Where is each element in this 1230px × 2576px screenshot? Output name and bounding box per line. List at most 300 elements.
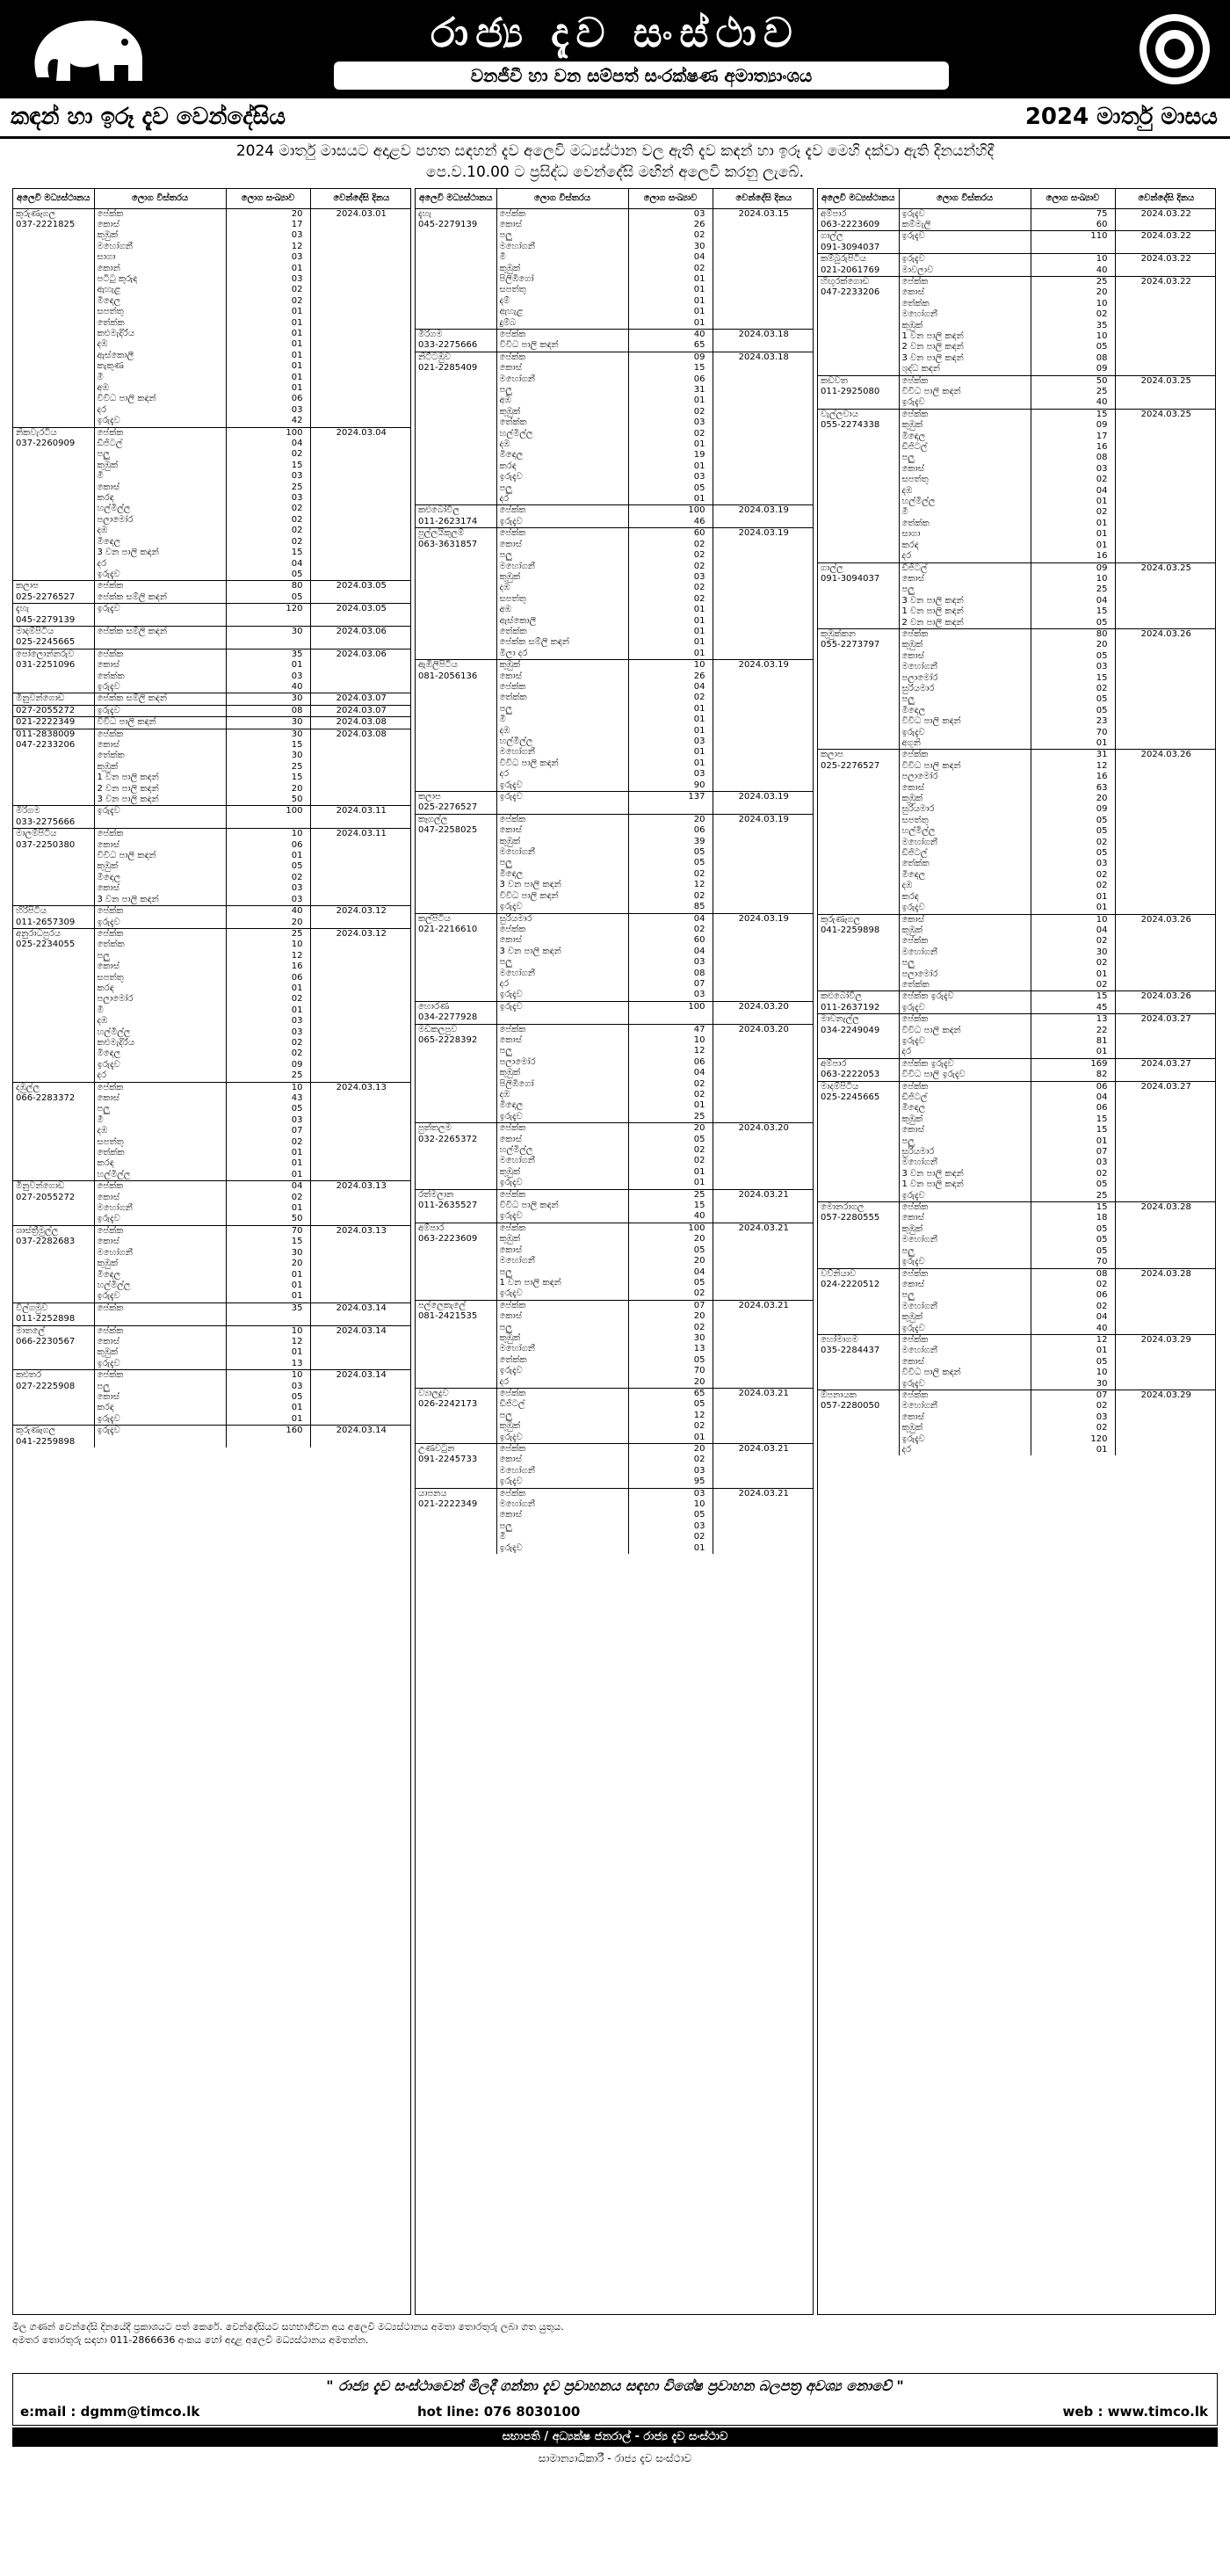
table-row (13, 592, 411, 604)
cell-count: 01 (226, 1203, 310, 1214)
header-office: අලෙවි මධ්‍යස්ථානය (416, 189, 496, 208)
cell-date (1115, 673, 1216, 684)
intro-line-2: පෙ.ව.10.00 ට ප්‍රසිද්ධ වෙන්දේසි මඟින් අලෙවි කරනු ලැබේ. (426, 163, 804, 181)
cell-office (416, 715, 496, 725)
cell-office (13, 405, 94, 416)
cell-date (713, 1068, 814, 1078)
cell-office: කළුබෝවිල (416, 505, 496, 517)
cell-item: පලු (899, 1246, 1031, 1257)
table-row (416, 274, 814, 285)
cell-date: 2024.03.22 (1115, 231, 1216, 243)
cell-date (713, 1477, 814, 1488)
table-row (416, 374, 814, 385)
cell-date (310, 961, 411, 972)
cell-date (310, 751, 411, 761)
cell-count: 02 (1031, 881, 1115, 891)
table-row (416, 969, 814, 979)
cell-office: 026-2242173 (416, 1399, 496, 1410)
table-row (416, 1466, 814, 1477)
contact-website[interactable]: web : www.timco.lk (1062, 2404, 1208, 2420)
cell-count: 15 (226, 548, 310, 558)
table-row (13, 895, 411, 906)
cell-office (818, 1036, 899, 1047)
table-row (13, 548, 411, 558)
cell-count: 05 (226, 1104, 310, 1114)
cell-item: සපත්තු (496, 285, 628, 295)
table-row (13, 928, 411, 940)
table-row (818, 662, 1216, 672)
cell-count: 03 (628, 472, 713, 483)
cell-item: කුඹුක් (899, 640, 1031, 650)
cell-office (818, 1147, 899, 1157)
cell-item: විවිධ පාලි කඳන් (899, 1026, 1031, 1036)
table-row (416, 1399, 814, 1410)
cell-item: ඉරුදැව (496, 792, 628, 803)
cell-office (13, 1259, 94, 1269)
cell-item: හල්මිල්ල (496, 737, 628, 747)
table-row (13, 637, 411, 649)
cell-office (416, 1421, 496, 1432)
cell-office (13, 548, 94, 558)
cell-office (416, 1256, 496, 1266)
cell-office (13, 983, 94, 994)
cell-item: මහෝගනී (496, 969, 628, 979)
cell-office (416, 483, 496, 494)
cell-date (310, 416, 411, 427)
cell-count: 02 (1031, 1302, 1115, 1312)
cell-count: 01 (628, 704, 713, 715)
auction-column-1 (12, 188, 411, 2315)
cell-date (713, 220, 814, 230)
table-row (818, 1368, 1216, 1378)
table-row (416, 605, 814, 615)
cell-item: පලාමෝර (94, 515, 226, 526)
table-row (13, 1291, 411, 1303)
cell-date: 2024.03.29 (1115, 1390, 1216, 1401)
cell-office: කුරුණෑගල (13, 208, 94, 220)
cell-count: 25 (628, 1189, 713, 1201)
cell-date (1115, 243, 1216, 254)
table-row (416, 825, 814, 836)
cell-item: ඉරුදැව (94, 1359, 226, 1370)
cell-office (818, 397, 899, 409)
cell-date: 2024.03.26 (1115, 750, 1216, 761)
cell-date: 2024.03.21 (713, 1444, 814, 1455)
table-row (13, 1281, 411, 1291)
table-row (416, 1211, 814, 1223)
cell-count: 01 (1031, 541, 1115, 551)
cell-count: 09 (1031, 562, 1115, 574)
cell-count: 07 (1031, 1390, 1115, 1401)
cell-date (1115, 321, 1216, 331)
table-row (818, 1058, 1216, 1070)
cell-item: ඇස්කොලී (496, 616, 628, 627)
cell-item: දර (899, 1445, 1031, 1455)
cell-count: 02 (1031, 936, 1115, 947)
cell-office: නිකවැරටිය (13, 427, 94, 439)
table-row (416, 1300, 814, 1311)
cell-count: 04 (1031, 596, 1115, 606)
cell-count: 01 (226, 1148, 310, 1158)
cell-count: 03 (226, 274, 310, 285)
cell-date (713, 429, 814, 439)
table-row (416, 450, 814, 461)
cell-item: ඉරුදැව (899, 1036, 1031, 1047)
cell-count: 07 (628, 979, 713, 990)
cell-date (1115, 881, 1216, 891)
cell-item: විවිධ පාලි කඳන් (94, 717, 226, 729)
table-row (416, 1411, 814, 1421)
cell-item: පලු (496, 1521, 628, 1532)
table-row (416, 769, 814, 780)
cell-item: ඉරුදැව (899, 208, 1031, 220)
cell-date (713, 891, 814, 902)
cell-date (310, 548, 411, 558)
cell-date (310, 1237, 411, 1247)
contact-hotline[interactable]: hot line: 076 8030100 (417, 2404, 581, 2420)
cell-item: ඉරුදැව (899, 1003, 1031, 1014)
table-row (818, 1103, 1216, 1114)
cell-item: තේක්ක (899, 980, 1031, 991)
cell-office (818, 1191, 899, 1202)
cell-count: 25 (1031, 387, 1115, 397)
table-row (416, 528, 814, 540)
table-row (818, 628, 1216, 640)
table-row (818, 1357, 1216, 1368)
cell-date (310, 637, 411, 649)
cell-office: 035-2284437 (818, 1346, 899, 1356)
cell-count: 50 (226, 795, 310, 806)
cell-item: කරඳ (94, 493, 226, 504)
cell-date: 2024.03.22 (1115, 276, 1216, 287)
cell-count: 30 (628, 1333, 713, 1344)
cell-count: 05 (628, 847, 713, 858)
table-row (818, 276, 1216, 287)
table-row (13, 493, 411, 504)
cell-count: 02 (628, 407, 713, 417)
cell-count: 03 (628, 737, 713, 747)
cell-item: පේක්ක (496, 208, 628, 220)
cell-count: 01 (226, 329, 310, 339)
cell-item: කුඹුක් (94, 1259, 226, 1269)
cell-date (713, 296, 814, 307)
cell-item: මී (94, 1115, 226, 1126)
cell-date (310, 1203, 411, 1214)
table-row (13, 1325, 411, 1337)
cell-date (713, 242, 814, 252)
cell-item: ඉරුදැව (94, 1291, 226, 1303)
cell-count: 05 (1031, 694, 1115, 705)
table-row (13, 626, 411, 637)
cell-count: 169 (1031, 1058, 1115, 1070)
cell-item: පේක්ක (496, 329, 628, 340)
cell-item: පලු (94, 449, 226, 460)
table-row (416, 1001, 814, 1012)
cell-count: 03 (226, 1115, 310, 1126)
cell-office: දැහැ (13, 604, 94, 615)
cell-date (1115, 838, 1216, 848)
cell-date (713, 693, 814, 703)
cell-office (416, 1377, 496, 1389)
cell-office (818, 881, 899, 891)
cell-office (13, 1248, 94, 1259)
cell-item: පේක්ක (94, 427, 226, 439)
cell-item: පේක්ක සම්ලි කඳන් (94, 693, 226, 705)
cell-count: 01 (226, 1005, 310, 1016)
cell-item: කොස් (899, 1280, 1031, 1290)
cell-count: 01 (628, 285, 713, 295)
cell-item: 3 වන පාලි කඳන් (899, 1169, 1031, 1179)
cell-item: දම් (496, 296, 628, 307)
table-row (13, 1426, 411, 1437)
cell-office: හෝමාගම (818, 1334, 899, 1346)
cell-office (416, 737, 496, 747)
table-row (13, 1016, 411, 1027)
cell-date (713, 1256, 814, 1266)
cell-item: කුඹුක් (496, 1167, 628, 1178)
table-row (13, 208, 411, 220)
cell-office: මිරිගම (416, 329, 496, 340)
cell-count: 43 (226, 1093, 310, 1104)
table-row (13, 296, 411, 307)
cell-count: 05 (628, 1355, 713, 1366)
cell-office (818, 1302, 899, 1312)
cell-count: 04 (226, 439, 310, 449)
cell-date (310, 1291, 411, 1303)
cell-office: ව්‍යාලදුව (416, 1388, 496, 1399)
cell-count: 01 (1031, 519, 1115, 529)
cell-office (416, 935, 496, 946)
cell-date (310, 1403, 411, 1413)
cell-count (628, 802, 713, 814)
cell-date (713, 1344, 814, 1354)
cell-count: 01 (226, 383, 310, 394)
cell-office (13, 895, 94, 906)
cell-date (310, 318, 411, 329)
cell-office (13, 339, 94, 350)
cell-count: 20 (628, 1256, 713, 1266)
cell-item: කොස් (899, 464, 1031, 475)
table-row (416, 715, 814, 725)
cell-item: පේක්ක (94, 649, 226, 660)
cell-date: 2024.03.19 (713, 814, 814, 825)
cell-date (310, 383, 411, 394)
cell-date (310, 994, 411, 1005)
cell-office (416, 374, 496, 385)
cell-item: ඉරුදැව (94, 1060, 226, 1070)
cell-office (416, 847, 496, 858)
cell-count: 20 (226, 918, 310, 929)
cell-office (416, 1156, 496, 1166)
cell-office (818, 442, 899, 453)
cell-date (310, 285, 411, 295)
table-row (416, 540, 814, 550)
cell-count: 01 (628, 439, 713, 450)
cell-date (713, 1433, 814, 1444)
cell-office (818, 651, 899, 662)
cell-office (416, 1278, 496, 1288)
cell-count: 03 (226, 895, 310, 906)
table-row (13, 1337, 411, 1347)
table-row (13, 1049, 411, 1059)
cell-count: 120 (1031, 1434, 1115, 1445)
cell-count: 02 (628, 1156, 713, 1166)
table-row (818, 497, 1216, 507)
cell-date (1115, 584, 1216, 595)
cell-item: මී (496, 252, 628, 263)
cell-count: 05 (1031, 1357, 1115, 1368)
cell-item: විවිධ පාලි කඳන් (899, 716, 1031, 727)
cell-item: ඉරුදැව (496, 1366, 628, 1376)
cell-date (310, 242, 411, 252)
table-row (13, 883, 411, 894)
cell-date (1115, 1280, 1216, 1290)
cell-date: 2024.03.28 (1115, 1268, 1216, 1280)
cell-count (1031, 243, 1115, 254)
table-row (818, 694, 1216, 705)
header-date: වෙන්දේසි දිනය (1115, 189, 1216, 208)
cell-date (1115, 442, 1216, 453)
cell-office (13, 1403, 94, 1413)
cell-date (1115, 1103, 1216, 1114)
cell-count (226, 1437, 310, 1448)
cell-office (818, 1412, 899, 1423)
table-row (818, 1191, 1216, 1202)
table-row (416, 1543, 814, 1554)
cell-item: කුඹුක් (496, 1421, 628, 1432)
table-row (416, 747, 814, 758)
cell-date (713, 1211, 814, 1223)
cell-item: ඉරුදැව (496, 990, 628, 1001)
cell-count: 40 (628, 329, 713, 340)
cell-item: මිඳෙල (94, 1270, 226, 1281)
cell-count: 70 (1031, 1257, 1115, 1268)
cell-count: 01 (226, 851, 310, 861)
cell-date (310, 773, 411, 783)
cell-count: 04 (628, 682, 713, 693)
cell-item: මහෝගනී (899, 662, 1031, 672)
cell-count: 01 (226, 264, 310, 274)
cell-office (416, 637, 496, 648)
cell-date: 2024.03.18 (713, 352, 814, 363)
table-row (13, 1370, 411, 1382)
table-row (416, 637, 814, 648)
cell-date (713, 682, 814, 693)
contact-email[interactable]: e:mail : dgmm@timco.lk (20, 2404, 200, 2420)
cell-office (818, 1103, 899, 1114)
cell-count: 07 (1031, 1147, 1115, 1157)
cell-item: විවිධ පාලි කඳන් (496, 1201, 628, 1211)
cell-count: 02 (1031, 980, 1115, 991)
cell-date (310, 1093, 411, 1104)
cell-count: 01 (1031, 1047, 1115, 1058)
cell-item: මහෝගනී (899, 1235, 1031, 1245)
cell-count: 03 (628, 990, 713, 1001)
cell-item: කොස් (94, 883, 226, 894)
cell-item: දර (496, 769, 628, 780)
cell-count: 02 (628, 540, 713, 550)
cell-date (1115, 1423, 1216, 1433)
cell-item: ඩිජිටල් (94, 439, 226, 449)
cell-office (818, 716, 899, 727)
cell-count: 05 (628, 1245, 713, 1256)
cell-count: 17 (1031, 432, 1115, 442)
cell-item: 1 වන පාලි කඳන් (496, 1278, 628, 1288)
cell-count: 70 (1031, 728, 1115, 738)
cell-count: 05 (628, 1135, 713, 1145)
table-row (13, 329, 411, 339)
cell-item: මහෝගනී (496, 1256, 628, 1266)
table-row (416, 1156, 814, 1166)
cell-office (13, 383, 94, 394)
cell-office: 047-2258025 (416, 825, 496, 836)
cell-office (13, 274, 94, 285)
cell-date (310, 1016, 411, 1027)
cell-item: විවිධ පාලි ඉරුදැව (899, 1070, 1031, 1081)
table-row (416, 340, 814, 352)
cell-item: පේක්ක (899, 1202, 1031, 1214)
cell-office (13, 1038, 94, 1049)
table-row (416, 1488, 814, 1499)
cell-date: 2024.03.21 (713, 1300, 814, 1311)
cell-office: මාලම්පිටිය (13, 829, 94, 840)
cell-item: කුඹුක් (899, 321, 1031, 331)
cell-date (1115, 804, 1216, 815)
table-row (818, 475, 1216, 485)
cell-count: 03 (628, 957, 713, 968)
table-row (416, 880, 814, 890)
cell-date (713, 1135, 814, 1145)
cell-count: 02 (226, 285, 310, 295)
cell-date: 2024.03.14 (310, 1426, 411, 1437)
cell-date (1115, 574, 1216, 584)
cell-office: දැහැ (416, 208, 496, 220)
cell-date (310, 264, 411, 274)
table-row (818, 1047, 1216, 1058)
cell-item: පලු (94, 951, 226, 961)
cell-date (1115, 486, 1216, 497)
table-row (13, 416, 411, 427)
cell-count: 15 (1031, 1125, 1115, 1136)
cell-count: 03 (628, 417, 713, 428)
cell-count: 40 (1031, 265, 1115, 277)
cell-date (713, 450, 814, 461)
cell-date (310, 439, 411, 449)
cell-item: මී (94, 1005, 226, 1016)
cell-item: තේක්ක (496, 627, 628, 637)
table-row (13, 264, 411, 274)
cell-date (713, 274, 814, 285)
cell-count: 05 (226, 1392, 310, 1403)
cell-date (310, 471, 411, 482)
cell-count: 70 (628, 1366, 713, 1376)
table-row (818, 783, 1216, 794)
table-row (818, 409, 1216, 420)
cell-office (818, 529, 899, 540)
cell-office (416, 869, 496, 880)
cell-count: 03 (1031, 662, 1115, 672)
cell-item: කොන් (94, 264, 226, 274)
cell-date (713, 1100, 814, 1111)
cell-item: කළුමැදිරිය (94, 1038, 226, 1049)
cell-item: දර (94, 405, 226, 416)
table-row (416, 1455, 814, 1465)
cell-item: මිඳෙල (496, 450, 628, 461)
cell-date (1115, 1213, 1216, 1223)
cell-item: කරඳ (899, 892, 1031, 903)
table-row (13, 951, 411, 961)
cell-item: පේක්ක (94, 208, 226, 220)
